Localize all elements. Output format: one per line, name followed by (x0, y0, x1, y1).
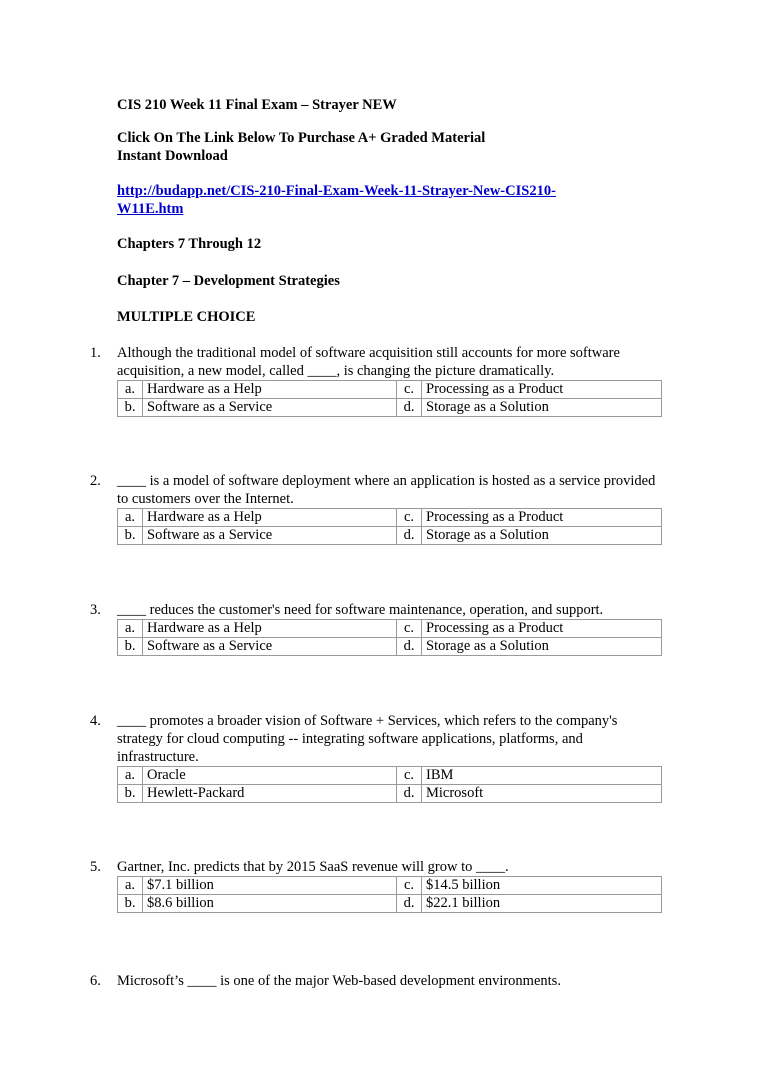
question-text: Gartner, Inc. predicts that by 2015 SaaS revenue will grow to ____. (117, 859, 509, 875)
option-text: Microsoft (422, 785, 662, 803)
option-text: $14.5 billion (422, 877, 662, 895)
option-letter: b. (118, 638, 143, 656)
option-text: $22.1 billion (422, 895, 662, 913)
question-number: 3. (90, 602, 101, 618)
table-row (118, 399, 662, 417)
question-text: ____ reduces the customer's need for software maintenance, operation, and support. (117, 602, 604, 618)
purchase-link-line-1[interactable]: http://budapp.net/CIS-210-Final-Exam-Week-11-Strayer-New-CIS210- (117, 183, 556, 199)
option-letter: a. (118, 509, 143, 527)
question-3 (90, 601, 690, 656)
option-text: Storage as a Solution (422, 527, 662, 545)
question-4 (90, 712, 690, 803)
option-letter: c. (397, 877, 422, 895)
question-number: 1. (90, 345, 101, 361)
chapter-title: Chapter 7 – Development Strategies (117, 273, 340, 289)
question-text: Although the traditional model of software acquisition still accounts for more software acquisition, a new model, called ____, is changing the picture dramatically. (117, 345, 620, 379)
question-2 (90, 472, 690, 545)
option-letter: d. (397, 638, 422, 656)
option-letter: d. (397, 527, 422, 545)
option-letter: d. (397, 399, 422, 417)
table-row (118, 877, 662, 895)
option-text: Software as a Service (143, 527, 397, 545)
option-text: $8.6 billion (143, 895, 397, 913)
purchase-link-line-2[interactable]: W11E.htm (117, 201, 184, 217)
option-text: Processing as a Product (422, 381, 662, 399)
option-text: Hardware as a Help (143, 381, 397, 399)
option-letter: b. (118, 527, 143, 545)
question-1 (90, 344, 690, 417)
option-text: Hewlett-Packard (143, 785, 397, 803)
option-letter: b. (118, 785, 143, 803)
option-text: Processing as a Product (422, 509, 662, 527)
question-text: ____ promotes a broader vision of Software + Services, which refers to the company's strategy for cloud computing -- integrating software applications, platforms, and infrastructure. (117, 713, 618, 765)
option-text: Hardware as a Help (143, 620, 397, 638)
question-text: ____ is a model of software deployment where an application is hosted as a service provided to customers over the Internet. (117, 473, 656, 507)
table-row (118, 638, 662, 656)
option-text: Processing as a Product (422, 620, 662, 638)
question-number: 5. (90, 859, 101, 875)
table-row (118, 895, 662, 913)
option-letter: a. (118, 767, 143, 785)
table-row (118, 527, 662, 545)
question-6 (90, 972, 690, 990)
option-letter: a. (118, 381, 143, 399)
question-text: Microsoft’s ____ is one of the major Web-based development environments. (117, 973, 561, 989)
table-row (118, 620, 662, 638)
chapters-heading: Chapters 7 Through 12 (117, 236, 262, 252)
question-number: 4. (90, 713, 101, 729)
option-text: IBM (422, 767, 662, 785)
option-letter: c. (397, 620, 422, 638)
option-text: Oracle (143, 767, 397, 785)
option-letter: c. (397, 381, 422, 399)
option-letter: c. (397, 509, 422, 527)
options-table (117, 619, 662, 656)
download-line: Instant Download (117, 148, 228, 164)
option-text: Hardware as a Help (143, 509, 397, 527)
option-letter: a. (118, 620, 143, 638)
option-letter: d. (397, 785, 422, 803)
option-letter: a. (118, 877, 143, 895)
option-text: $7.1 billion (143, 877, 397, 895)
option-text: Storage as a Solution (422, 638, 662, 656)
question-number: 6. (90, 973, 101, 989)
table-row (118, 509, 662, 527)
option-text: Storage as a Solution (422, 399, 662, 417)
options-table (117, 876, 662, 913)
options-table (117, 380, 662, 417)
purchase-line: Click On The Link Below To Purchase A+ Graded Material (117, 130, 486, 146)
option-text: Software as a Service (143, 399, 397, 417)
options-table (117, 766, 662, 803)
exam-title: CIS 210 Week 11 Final Exam – Strayer NEW (117, 97, 397, 113)
section-heading: MULTIPLE CHOICE (117, 309, 256, 325)
question-5 (90, 858, 690, 913)
table-row (118, 767, 662, 785)
option-text: Software as a Service (143, 638, 397, 656)
table-row (118, 381, 662, 399)
option-letter: d. (397, 895, 422, 913)
question-number: 2. (90, 473, 101, 489)
option-letter: c. (397, 767, 422, 785)
options-table (117, 508, 662, 545)
option-letter: b. (118, 895, 143, 913)
option-letter: b. (118, 399, 143, 417)
table-row (118, 785, 662, 803)
